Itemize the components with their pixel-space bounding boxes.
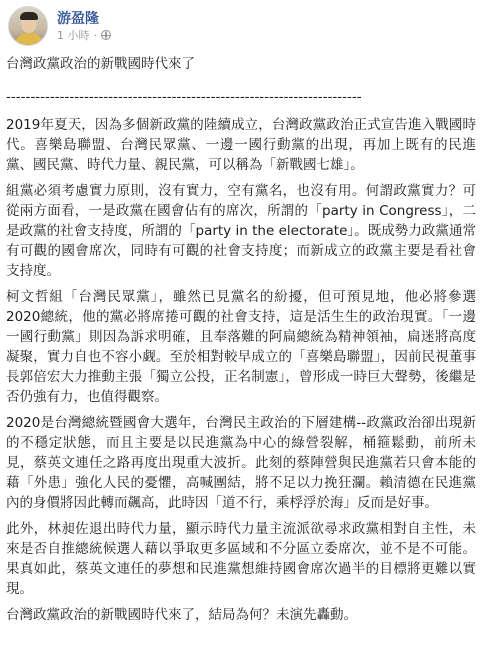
post-title: 台灣政黨政治的新戰國時代來了	[6, 56, 195, 72]
author-name[interactable]: 游盈隆	[57, 10, 99, 27]
post-timestamp[interactable]: 1 小時	[57, 28, 90, 42]
timestamp-row	[57, 28, 111, 43]
text-divider: -------------------------------------------------------------------------	[6, 89, 362, 105]
post-body	[6, 54, 476, 631]
paragraph-4: 2020是台灣總統暨國會大選年，台灣民主政治的下層建構--政黨政治卻出現新的不穩定狀態，而且主要是以民進黨為中心的綠營裂解，桶箍鬆動，前所未見，蔡英文連任之路再度出現重大波折。此刻的蔡陣營與民進黨若只會本能的藉「外患」強化人民的憂懼，高喊團結，將不足以力挽狂瀾。賴清德在民進黨內的身價將因此轉而飆高，此時因「道不行，乘桴浮於海」反而是好事。	[6, 415, 476, 511]
avatar[interactable]	[8, 6, 48, 46]
avatar-hair	[20, 12, 38, 20]
paragraph-3: 柯文哲組「台灣民眾黨」，雖然已見黨名的紛擾，但可預見地，他必將參選2020總統，他的黨必將席捲可觀的社會支持，這是活生生的政治現實。「一邊一國行動黨」則因為訴求明確，且奉落難的阿扁總統為精神領袖，扁迷將高度凝聚，實力自也不容小觑。至於相對較早成立的「喜樂島聯盟」，因前民視董事長郭倍宏大力推動主張「獨立公投，正名制憲」，曾形成一時巨大聲勢，後繼是否仍強有力，也值得觀察。	[6, 289, 476, 405]
post-header	[8, 6, 111, 46]
paragraph-1: 2019年夏天，因為多個新政黨的陸續成立，台灣政黨政治正式宣告進入戰國時代。喜樂島聯盟、台灣民眾黨、一邊一國行動黨的出現，再加上既有的民進黨、國民黨、時代力量、親民黨，可以稱為「新戰國七雄」。	[6, 117, 476, 173]
post-meta	[57, 10, 111, 43]
paragraph-2: 組黨必須考慮實力原則，沒有實力，空有黨名，也沒有用。何謂政黨實力？可從兩方面看，一是政黨在國會佔有的席次，所謂的「party in Congress」，二是政黨的社會支持度，所謂的「party in the electorate」。既成勢力政黨通常有可觀的國會席次，同時有可觀的社會支持度；而新成立的政黨主要是看社會支持度。	[6, 183, 476, 279]
globe-icon[interactable]	[101, 30, 111, 40]
paragraph-6: 台灣政黨政治的新戰國時代來了，結局為何？未演先轟動。	[6, 607, 357, 623]
avatar-body	[15, 33, 43, 46]
separator-dot: ·	[93, 28, 97, 42]
paragraph-5: 此外，林昶佐退出時代力量，顯示時代力量主流派欲尋求政黨相對自主性，未來是否自推總統候選人藉以爭取更多區域和不分區立委席次，並不是不可能。果真如此，蔡英文連任的夢想和民進黨想維持國會席次過半的目標將更難以實現。	[6, 521, 476, 597]
